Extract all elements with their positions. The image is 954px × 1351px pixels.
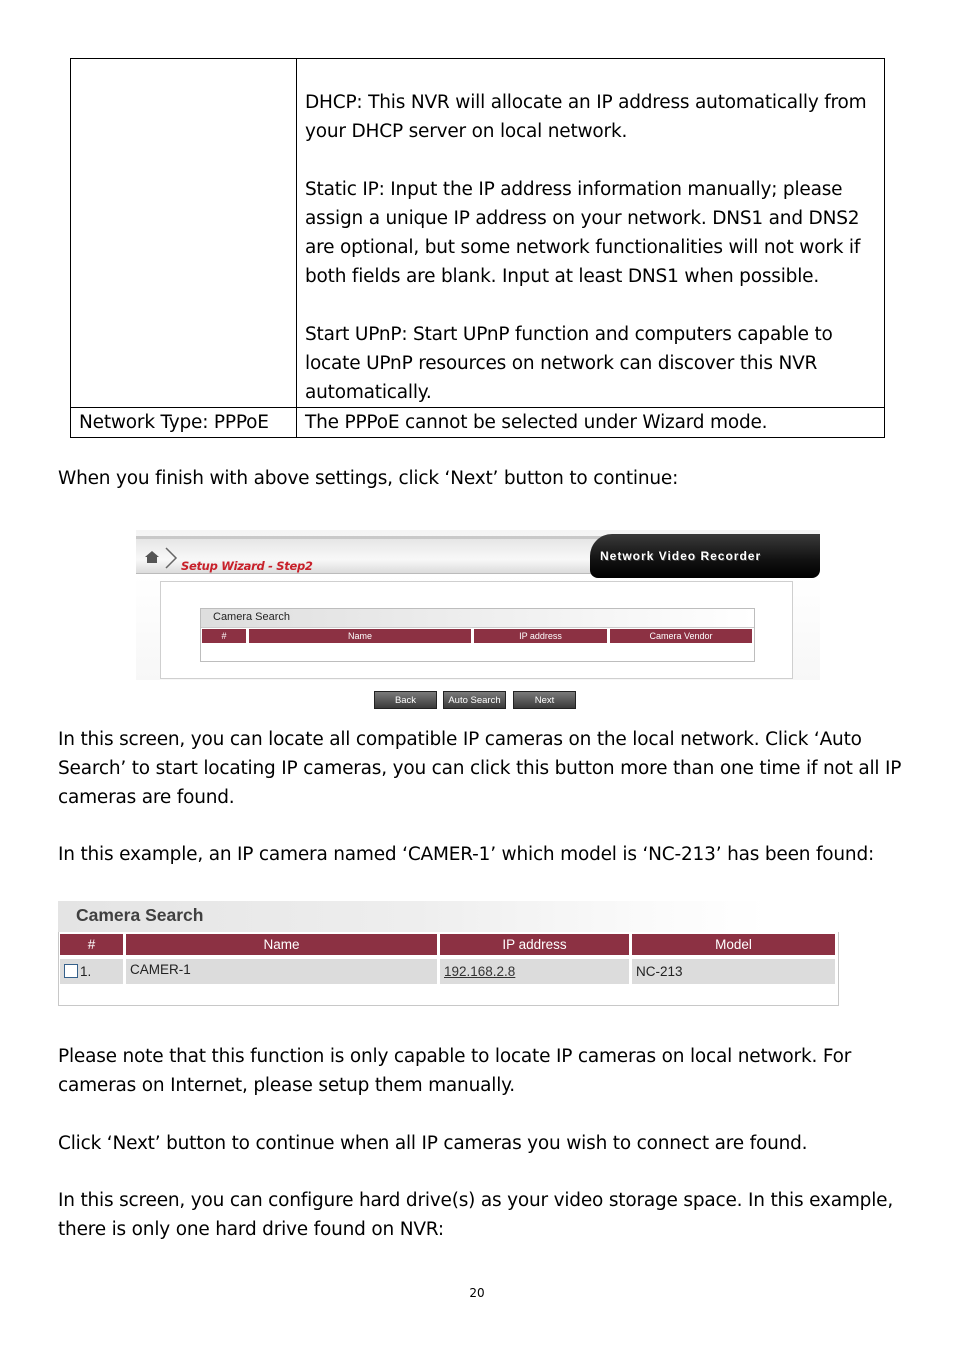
table-cell-description xyxy=(297,59,885,408)
paragraph-local-network-note: Please note that this function is only capable to locate IP cameras on local network. For cameras on Internet, please setup them manually. xyxy=(58,1046,852,1096)
paragraph-auto-search: In this screen, you can locate all compatible IP cameras on the local network. Click ‘Auto Search’ to start locating IP cameras, you can click this button more than one time if not all IP cameras are found. xyxy=(58,729,902,808)
column-header-vendor: Camera Vendor xyxy=(610,629,752,643)
wizard-content-frame xyxy=(160,581,793,679)
column-header-ip: IP address xyxy=(474,629,607,643)
panel-title-bar xyxy=(58,901,768,932)
upnp-description: Start UPnP: Start UPnP function and computers capable to locate UPnP resources on network can discover this NVR automatically. xyxy=(305,324,833,403)
table-cell-description: The PPPoE cannot be selected under Wizard mode. xyxy=(297,408,885,438)
paragraph-next-instruction: When you finish with above settings, click ‘Next’ button to continue: xyxy=(58,468,679,489)
camera-search-table xyxy=(58,932,839,1006)
camera-search-panel xyxy=(200,608,755,662)
chevron-right-icon xyxy=(164,547,178,569)
setup-wizard-screenshot xyxy=(136,530,820,712)
auto-search-button[interactable]: Auto Search xyxy=(443,691,506,709)
settings-table xyxy=(70,58,885,438)
home-icon[interactable] xyxy=(144,550,160,564)
table-cell-model: NC-213 xyxy=(632,959,835,984)
table-cell-label: Network Type: PPPoE xyxy=(71,408,297,438)
static-ip-description: Static IP: Input the IP address information manually; please assign a unique IP address on your network. DNS1 and DNS2 are optional, but some network functionalities will not work if both fields are blank. Input at least DNS1 when possible. xyxy=(305,179,861,287)
panel-title: Camera Search xyxy=(213,611,291,623)
page-number: 20 xyxy=(469,1286,485,1300)
wizard-header xyxy=(136,532,820,576)
column-header-name: Name xyxy=(126,934,437,955)
panel-title: Camera Search xyxy=(76,905,204,925)
column-header-index: # xyxy=(60,934,123,955)
camera-ip-link[interactable]: 192.168.2.8 xyxy=(444,964,516,979)
table-cell-ip xyxy=(440,959,629,984)
table-cell-name: CAMER-1 xyxy=(126,959,437,984)
camera-select-checkbox[interactable] xyxy=(64,964,78,978)
paragraph-example: In this example, an IP camera named ‘CAMER-1’ which model is ‘NC-213’ has been found: xyxy=(58,844,875,865)
table-cell-label xyxy=(71,59,297,408)
back-button[interactable]: Back xyxy=(374,691,437,709)
dhcp-description: DHCP: This NVR will allocate an IP address automatically from your DHCP server on local network. xyxy=(305,92,867,142)
table-row xyxy=(71,408,885,438)
paragraph-hard-drive: In this screen, you can configure hard drive(s) as your video storage space. In this example, there is only one hard drive found on NVR: xyxy=(58,1190,894,1240)
panel-title-bar xyxy=(201,609,754,628)
column-header-index: # xyxy=(202,629,246,643)
paragraph-click-next: Click ‘Next’ button to continue when all IP cameras you wish to connect are found. xyxy=(58,1133,808,1154)
table-row xyxy=(71,59,885,408)
next-button[interactable]: Next xyxy=(513,691,576,709)
brand-logo-text: Network Video Recorder xyxy=(600,549,762,563)
camera-search-result-screenshot xyxy=(58,901,839,1008)
breadcrumb-step-label: Setup Wizard - Step2 xyxy=(181,559,313,573)
row-index: 1. xyxy=(80,964,92,979)
column-header-model: Model xyxy=(632,934,835,955)
column-header-ip: IP address xyxy=(440,934,629,955)
column-header-name: Name xyxy=(249,629,471,643)
table-cell-index xyxy=(60,959,123,984)
